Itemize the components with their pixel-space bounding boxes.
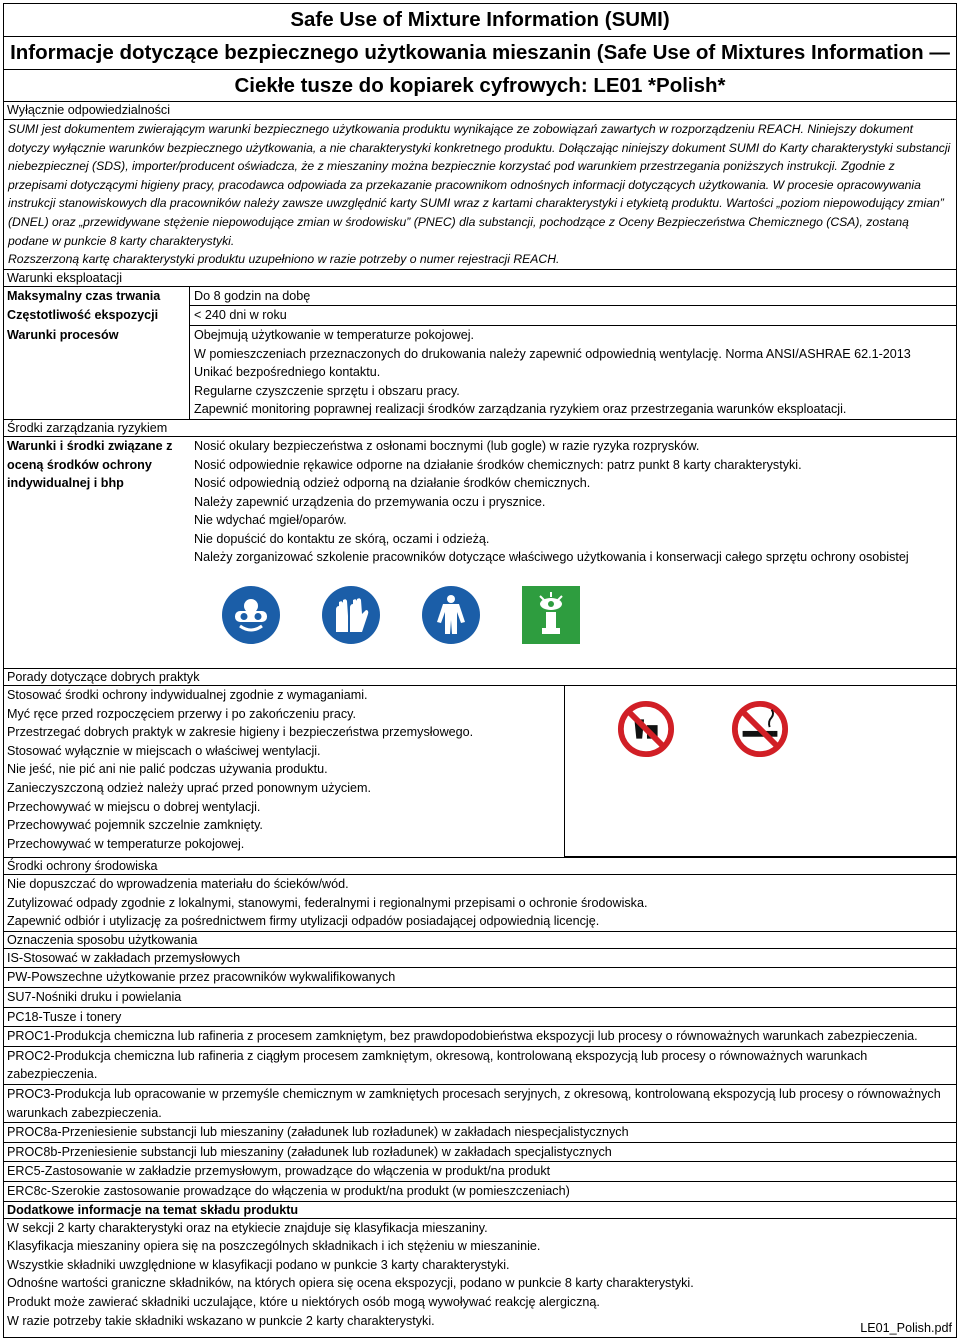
duration-value: Do 8 godzin na dobę	[190, 287, 956, 307]
frequency-label: Częstotliwość ekspozycji	[4, 306, 190, 326]
ppe-icons	[4, 567, 956, 668]
good-practice-line: Stosować środki ochrony indywidualnej zgodnie z wymaganiami.	[7, 688, 368, 703]
composition-line: Wszystkie składniki uwzględnione w klasyfikacji podano w punkcie 3 karty charakterystyki.	[7, 1257, 510, 1272]
risk-line: Nosić odpowiednie rękawice odporne na działanie środków chemicznych: patrz punkt 8 karty charakterystyki.	[194, 457, 802, 472]
usage-line: IS-Stosować w zakładach przemysłowych	[4, 949, 956, 969]
good-practice-heading-text: Porady dotyczące dobrych praktyk	[7, 670, 200, 685]
no-eating-drinking-icon	[617, 700, 675, 758]
risk-label: Warunki i środki związane z oceną środków ochrony indywidualnej i bhp	[7, 438, 173, 491]
usage-line: SU7-Nośniki druku i powielania	[4, 988, 956, 1008]
environment-line: Nie dopuszczać do wprowadzenia materiału do ścieków/wód.	[7, 877, 349, 892]
good-practice-line: Przestrzegać dobrych praktyk w zakresie higieny i bezpieczeństwa przemysłowego.	[7, 725, 474, 740]
sumi-document	[3, 3, 957, 1338]
usage-heading: Oznaczenia sposobu użytkowania	[4, 931, 956, 949]
prohibition-icons	[564, 686, 956, 857]
composition-line: Klasyfikacja mieszaniny opiera się na poszczególnych składnikach i ich stężeniu w mieszaninie.	[7, 1239, 541, 1254]
environment-line: Zapewnić odbiór i utylizację za pośrednictwem firmy utylizacji odpadów posiadającej odpowiednią licencję.	[7, 914, 600, 929]
usage-line: PROC8b-Przeniesienie substancji lub mieszaniny (załadunek lub rozładunek) w zakładach specjalistycznych	[4, 1143, 956, 1163]
usage-line: ERC8c-Szerokie zastosowanie prowadzące do włączenia w produkt/na produkt (w pomieszczeniach)	[7, 1183, 570, 1198]
good-practice-line: Myć ręce przed rozpoczęciem przerwy i po zakończeniu pracy.	[7, 706, 357, 721]
disclaimer-text	[4, 120, 956, 269]
title-line-2: Informacje dotyczące bezpiecznego użytkowania mieszanin (Safe Use of Mixtures Information —	[4, 37, 956, 70]
process-line: Unikać bezpośredniego kontaktu.	[194, 365, 381, 380]
good-practice-line: Zanieczyszczoną odzież należy uprać przed ponownym użyciem.	[7, 781, 371, 796]
title-line-3: Ciekłe tusze do kopiarek cyfrowych: LE01 *Polish*	[234, 74, 726, 97]
good-practice-block	[4, 686, 956, 857]
environment-line: Zutylizować odpady zgodnie z lokalnymi, stanowymi, federalnymi i regionalnymi przepisami o ochronie środowiska.	[7, 895, 648, 910]
composition-heading: Dodatkowe informacje na temat składu produktu	[4, 1201, 956, 1219]
risk-heading: Środki zarządzania ryzykiem	[4, 419, 956, 437]
usage-line: PC18-Tusze i tonery	[4, 1008, 956, 1028]
process-values	[190, 326, 956, 419]
frequency-row	[4, 306, 956, 326]
process-line: Obejmują użytkowanie w temperaturze pokojowej.	[194, 327, 474, 342]
duration-row	[4, 287, 956, 307]
operating-heading: Warunki eksploatacji	[4, 269, 956, 287]
protective-clothing-icon	[422, 586, 480, 644]
title-line-1: Safe Use of Mixture Information (SUMI)	[4, 4, 956, 37]
disclaimer-text-b: Rozszerzoną kartę charakterystyki produktu uzupełniono w razie potrzeby o numer rejestracji REACH.	[8, 252, 560, 267]
process-label: Warunki procesów	[4, 326, 190, 419]
usage-line: PROC8a-Przeniesienie substancji lub mieszaniny (załadunek lub rozładunek) w zakładach niespecjalistycznych	[4, 1123, 956, 1143]
risk-values	[190, 437, 956, 567]
disclaimer-heading: Wyłącznie odpowiedzialności	[4, 102, 956, 120]
risk-line: Nie dopuścić do kontaktu ze skórą, oczami i odzieżą.	[194, 531, 490, 546]
good-practice-line: Przechowywać w miejscu o dobrej wentylacji.	[7, 799, 261, 814]
eye-protection-icon	[222, 586, 280, 644]
risk-row	[4, 437, 956, 567]
duration-label: Maksymalny czas trwania	[4, 287, 190, 307]
no-smoking-icon	[731, 700, 789, 758]
good-practice-line: Nie jeść, nie pić ani nie palić podczas używania produktu.	[7, 762, 328, 777]
usage-line: PROC2-Produkcja chemiczna lub rafineria z ciągłym procesem zamkniętym, okresową, kontrolowaną ekspozycją lub procesy o równoważnych warunkach zabezpieczenia.	[4, 1047, 956, 1085]
title-block	[4, 4, 956, 102]
eyewash-icon	[522, 586, 580, 644]
usage-line: ERC5-Zastosowanie w zakładzie przemysłowym, prowadzące do włączenia w produkt/na produkt	[4, 1162, 956, 1182]
good-practice-line: Przechowywać w temperaturze pokojowej.	[7, 836, 245, 851]
footer-filename: LE01_Polish.pdf	[860, 1321, 952, 1335]
risk-line: Należy zorganizować szkolenie pracowników dotyczące właściwego użytkowania i konserwacji całego sprzętu ochrony osobistej	[194, 550, 909, 565]
composition-line: Produkt może zawierać składniki uczulające, które u niektórych osób mogą wywoływać reakcję alergiczną.	[7, 1294, 600, 1309]
environment-heading: Środki ochrony środowiska	[4, 857, 956, 875]
risk-line: Nosić odpowiednią odzież odporną na działanie środków chemicznych.	[194, 476, 591, 491]
composition-line: W razie potrzeby takie składniki wskazano w punkcie 2 karty charakterystyki.	[7, 1313, 435, 1328]
frequency-value: < 240 dni w roku	[190, 306, 956, 326]
risk-line: Należy zapewnić urządzenia do przemywania oczu i prysznice.	[194, 494, 546, 509]
composition-line: Odnośne wartości graniczne składników, na których opiera się ocena ekspozycji, podano w punkcie 8 karty charakterystyki.	[7, 1276, 694, 1291]
usage-line: PW-Powszechne użytkowanie przez pracowników wykwalifikowanych	[4, 968, 956, 988]
usage-line: PROC1-Produkcja chemiczna lub rafineria z procesem zamkniętym, bez prawdopodobieństwa ekspozycji lub procesy o równoważnych warunkach zabezpieczenia.	[4, 1027, 956, 1047]
process-line: W pomieszczeniach przeznaczonych do drukowania należy zapewnić odpowiednią wentylację. Norma ANSI/ASHRAE 62.1-2013	[194, 346, 911, 361]
process-row	[4, 326, 956, 419]
process-line: Zapewnić monitoring poprawnej realizacji środków zarządzania ryzykiem oraz przestrzegania warunków eksploatacji.	[194, 402, 847, 417]
risk-line: Nosić okulary bezpieczeństwa z osłonami bocznymi (lub gogle) w razie ryzyka rozprysków.	[194, 438, 700, 453]
disclaimer-text-a: SUMI jest dokumentem zwierającym warunki bezpiecznego użytkowania produktu wynikające ze zobowiązań zawartych w rozporządzeniu REACH. Niniejszy dokument dotyczy wyłącznie warunków bezpiecznego użytkowania, a nie charakterystyki konkretnego produktu. Dołączając niniejszy dokument SUMI do Karty charakterystyki substancji niebezpiecznej (SDS), importer/producent oświadcza, że z mieszaniny można bezpiecznie korzystać pod warunkiem przestrzegania poniższych instrukcji. Zgodnie z przepisami dotyczącymi higieny pracy, pracodawca odpowiada za przekazanie pracownikom odnośnych informacji dotyczących użytkowania. W procesie opracowywania instrukcji stanowiskowych dla pracowników należy zawsze uwzględnić karty SUMI wraz z kartami charakterystyki i etykietą produktu. Wartości „poziom niepowodujący zmian” (DNEL) oraz „przewidywane stężenie niepowodujące zmian w środowisku” (PNEC) dla substancji, pochodzące z Oceny Bezpieczeństwa Chemicznego (CSA), zostaną podane w punkcie 8 karty charakterystyki.	[8, 122, 951, 248]
process-line: Regularne czyszczenie sprzętu i obszaru pracy.	[194, 383, 460, 398]
good-practice-line: Stosować wyłącznie w miejscach o właściwej wentylacji.	[7, 743, 321, 758]
good-practice-line: Przechowywać pojemnik szczelnie zamknięty.	[7, 818, 263, 833]
risk-line: Nie wdychać mgieł/oparów.	[194, 513, 347, 528]
composition-line: W sekcji 2 karty charakterystyki oraz na etykiecie znajduje się klasyfikacja mieszaniny.	[7, 1220, 488, 1235]
gloves-icon	[322, 586, 380, 644]
good-practice-list	[4, 686, 564, 857]
good-practice-heading	[4, 668, 956, 686]
usage-line: PROC3-Produkcja lub opracowanie w przemyśle chemicznym w zamkniętych procesach seryjnych, z okresową, kontrolowaną ekspozycją lub procesy o równoważnych warunkach zabezpieczenia.	[4, 1085, 956, 1123]
